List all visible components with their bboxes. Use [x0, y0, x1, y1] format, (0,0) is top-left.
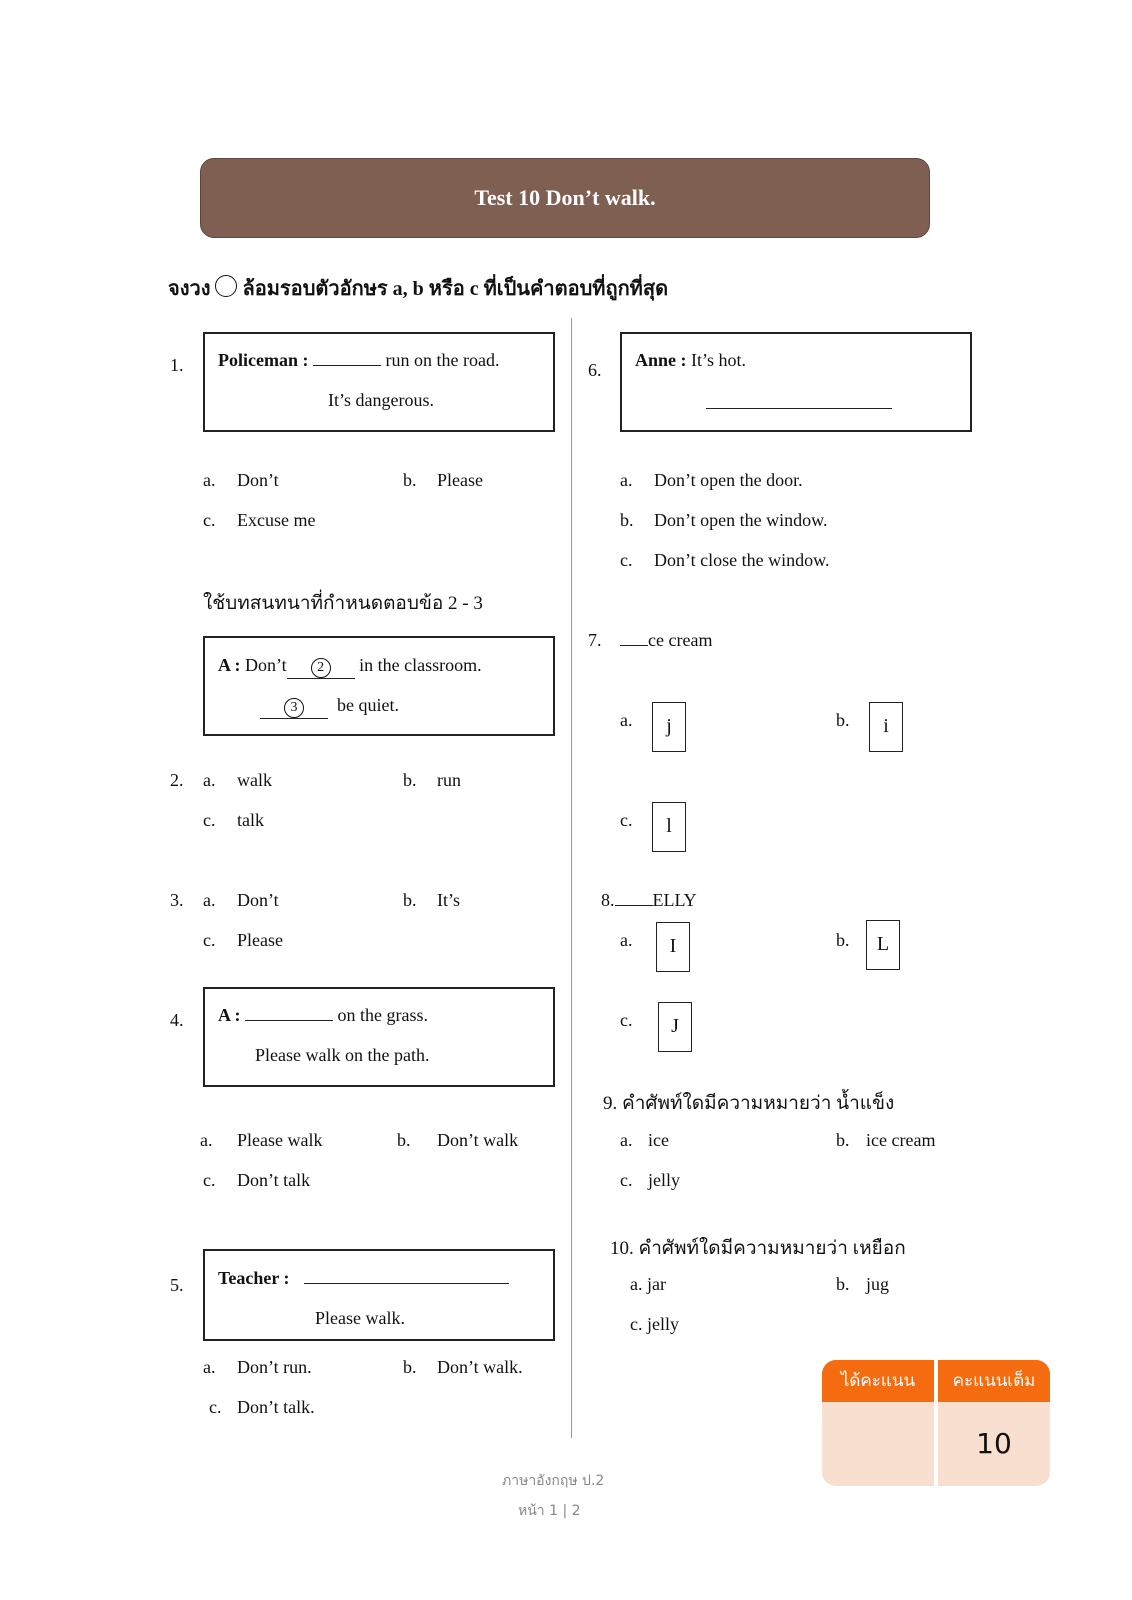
q4-option-a[interactable]: Please walk [237, 1130, 323, 1150]
instruction-text: จงวง [168, 278, 211, 300]
q9-option-b[interactable]: ice cream [866, 1130, 936, 1150]
q3-option-a-label[interactable]: a. [203, 890, 216, 910]
q5-option-b[interactable]: Don’t walk. [437, 1357, 523, 1377]
q6-option-c-label[interactable]: c. [620, 550, 633, 570]
q5-number: 5. [170, 1275, 184, 1295]
q6-speaker: Anne : [635, 350, 687, 370]
q7-option-a-label[interactable]: a. [620, 710, 633, 730]
q2-option-b-label[interactable]: b. [403, 770, 417, 790]
q8-option-b[interactable]: L [866, 920, 900, 970]
q8-option-c[interactable]: J [658, 1002, 692, 1052]
q2-option-a[interactable]: walk [237, 770, 272, 790]
column-divider [571, 318, 572, 1438]
q1-line1: run on the road. [385, 350, 500, 370]
score-full-value: 10 [976, 1427, 1012, 1460]
q1-box [203, 332, 555, 432]
q1-option-a-label[interactable]: a. [203, 470, 216, 490]
q4-box [203, 987, 555, 1087]
q4-option-b-label[interactable]: b. [397, 1130, 411, 1150]
q4-speaker: A : [218, 1005, 241, 1025]
q7-blank [620, 645, 648, 646]
q9-option-a[interactable]: ice [648, 1130, 669, 1150]
q1-speaker: Policeman : [218, 350, 309, 370]
q6-option-a-label[interactable]: a. [620, 470, 633, 490]
q6-option-b[interactable]: Don’t open the window. [654, 510, 828, 530]
q8-blank [615, 905, 653, 906]
q7-option-b-label[interactable]: b. [836, 710, 850, 730]
q9-prompt: 9. คำศัพท์ใดมีความหมายว่า น้ำแข็ง [603, 1093, 895, 1114]
q5-option-a[interactable]: Don’t run. [237, 1357, 312, 1377]
q5-speaker: Teacher : [218, 1268, 290, 1288]
instruction [168, 272, 668, 304]
q1-blank [313, 365, 381, 366]
q8-option-c-label[interactable]: c. [620, 1010, 633, 1030]
q3-number: 3. [170, 890, 184, 910]
q7-word: ce cream [648, 630, 713, 650]
q1-option-b-label[interactable]: b. [403, 470, 417, 490]
q4-option-b[interactable]: Don’t walk [437, 1130, 519, 1150]
score-obtained [822, 1360, 934, 1486]
q6-option-c[interactable]: Don’t close the window. [654, 550, 830, 570]
score-full [938, 1360, 1050, 1486]
q1-number: 1. [170, 355, 184, 375]
q5-blank [304, 1283, 509, 1284]
dialog-line2: be quiet. [337, 695, 399, 715]
q10-option-b[interactable]: jug [866, 1274, 890, 1294]
q1-option-c-label[interactable]: c. [203, 510, 216, 530]
q5-option-a-label[interactable]: a. [203, 1357, 216, 1377]
q3-option-b[interactable]: It’s [437, 890, 461, 910]
score-obtained-label: ได้คะแนน [822, 1360, 934, 1402]
score-full-label: คะแนนเต็ม [938, 1360, 1050, 1402]
q2-option-a-label[interactable]: a. [203, 770, 216, 790]
q6-option-b-label[interactable]: b. [620, 510, 634, 530]
q7-option-c[interactable]: l [652, 802, 686, 852]
q2-number: 2. [170, 770, 184, 790]
q2-option-b[interactable]: run [437, 770, 461, 790]
q1-option-b[interactable]: Please [437, 470, 483, 490]
q10-option-c[interactable]: c. jelly [630, 1314, 679, 1334]
q4-line2: Please walk on the path. [255, 1045, 430, 1065]
q4-line1: on the grass. [337, 1005, 428, 1025]
q4-option-c-label[interactable]: c. [203, 1170, 216, 1190]
dialog-line1: in the classroom. [359, 655, 482, 675]
q4-number: 4. [170, 1010, 184, 1030]
q8-word: ELLY [652, 890, 697, 910]
q6-line1: It’s hot. [691, 350, 747, 370]
blank-2-marker: 2 [311, 658, 331, 678]
q5-option-c[interactable]: Don’t talk. [237, 1397, 315, 1417]
q9-option-b-label[interactable]: b. [836, 1130, 850, 1150]
q5-line2: Please walk. [315, 1308, 405, 1328]
dialog-intro: ใช้บทสนทนาที่กำหนดตอบข้อ 2 - 3 [203, 593, 483, 614]
q8-option-a-label[interactable]: a. [620, 930, 633, 950]
q7-option-b[interactable]: i [869, 702, 903, 752]
q10-option-b-label[interactable]: b. [836, 1274, 850, 1294]
footer-subject: ภาษาอังกฤษ ป.2 [502, 1473, 605, 1489]
q6-option-a[interactable]: Don’t open the door. [654, 470, 803, 490]
circle-icon [215, 275, 237, 297]
instruction-text-2: ล้อมรอบตัวอักษร a, b หรือ c ที่เป็นคำตอบที่ถูกที่สุด [242, 278, 669, 300]
dialog-dont: Don’t [245, 655, 287, 675]
q3-option-c-label[interactable]: c. [203, 930, 216, 950]
q1-line2: It’s dangerous. [328, 390, 434, 410]
q2-option-c-label[interactable]: c. [203, 810, 216, 830]
q3-option-b-label[interactable]: b. [403, 890, 417, 910]
q8-number: 8. [601, 890, 615, 910]
q4-option-a-label[interactable]: a. [200, 1130, 213, 1150]
q1-option-a[interactable]: Don’t [237, 470, 279, 490]
q10-option-a[interactable]: a. jar [630, 1274, 666, 1294]
q6-box [620, 332, 972, 432]
blank-3-marker: 3 [284, 698, 304, 718]
q7-number: 7. [588, 630, 602, 650]
q4-blank [245, 1020, 333, 1021]
q6-number: 6. [588, 360, 602, 380]
dialog-speaker: A : [218, 655, 241, 675]
footer-page: หน้า 1 | 2 [518, 1503, 581, 1519]
q7-option-a[interactable]: j [652, 702, 686, 752]
q4-option-c[interactable]: Don’t talk [237, 1170, 311, 1190]
q1-option-c[interactable]: Excuse me [237, 510, 316, 530]
q9-option-c-label[interactable]: c. [620, 1170, 633, 1190]
q5-option-b-label[interactable]: b. [403, 1357, 417, 1377]
q8-option-b-label[interactable]: b. [836, 930, 850, 950]
q5-option-c-label[interactable]: c. [209, 1397, 222, 1417]
q3-option-a[interactable]: Don’t [237, 890, 279, 910]
q3-option-c[interactable]: Please [237, 930, 283, 950]
q6-blank [706, 408, 892, 409]
title-banner: Test 10 Don’t walk. [200, 158, 930, 238]
q8-option-a[interactable]: I [656, 922, 690, 972]
q10-prompt: 10. คำศัพท์ใดมีความหมายว่า เหยือก [610, 1238, 906, 1259]
dialog-box [203, 636, 555, 736]
q9-option-c[interactable]: jelly [648, 1170, 680, 1190]
q7-option-c-label[interactable]: c. [620, 810, 633, 830]
q9-option-a-label[interactable]: a. [620, 1130, 633, 1150]
q2-option-c[interactable]: talk [237, 810, 264, 830]
